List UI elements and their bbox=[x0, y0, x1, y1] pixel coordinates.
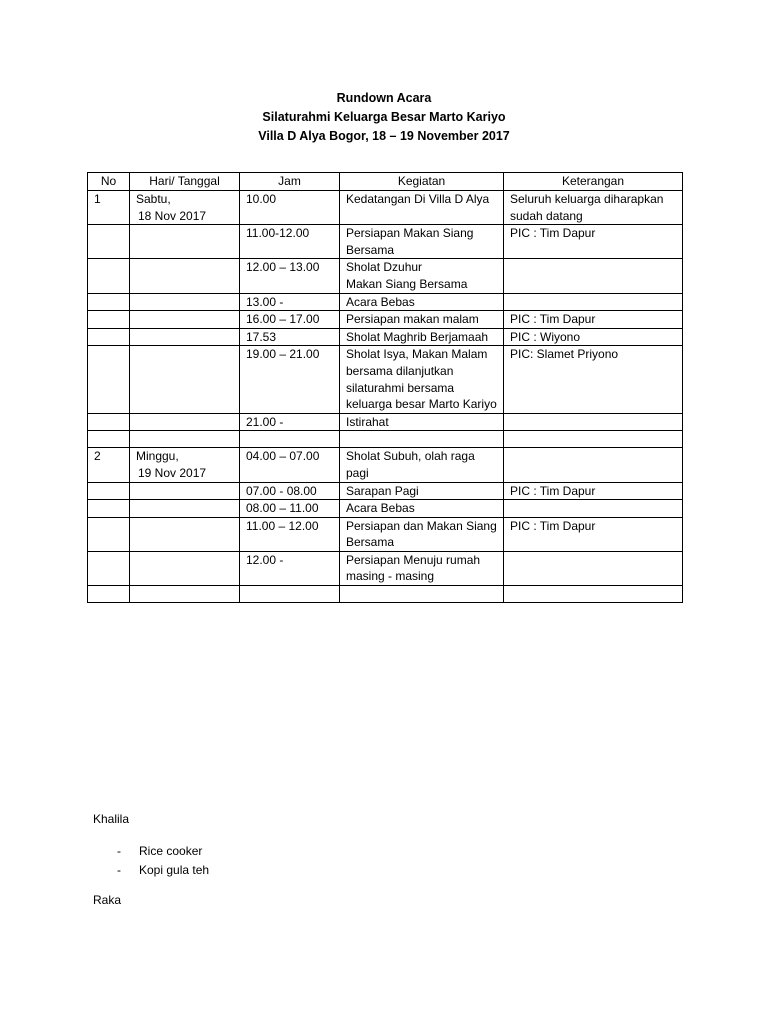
note-name-khalila: Khalila bbox=[93, 812, 130, 826]
list-item bbox=[117, 862, 209, 878]
cell-no bbox=[88, 328, 130, 346]
table-row bbox=[88, 311, 683, 329]
cell-activity: Istirahat bbox=[340, 413, 504, 431]
table-row bbox=[88, 293, 683, 311]
table-row bbox=[88, 346, 683, 413]
cell-time: 16.00 – 17.00 bbox=[240, 311, 340, 329]
cell-time: 19.00 – 21.00 bbox=[240, 346, 340, 413]
cell-activity: Sarapan Pagi bbox=[340, 482, 504, 500]
table-row bbox=[88, 413, 683, 431]
cell-day-date: 19 Nov 2017 bbox=[138, 465, 207, 480]
table-row bbox=[88, 482, 683, 500]
cell-activity: Acara Bebas bbox=[340, 500, 504, 518]
cell-notes bbox=[504, 431, 683, 448]
cell-notes: PIC : Tim Dapur bbox=[504, 225, 683, 259]
document-title: Rundown Acara bbox=[336, 91, 432, 105]
cell-no bbox=[88, 431, 130, 448]
cell-no bbox=[88, 293, 130, 311]
cell-notes: PIC: Slamet Priyono bbox=[504, 346, 683, 413]
cell-time: 12.00 - bbox=[240, 551, 340, 585]
cell-notes bbox=[504, 500, 683, 518]
cell-no bbox=[88, 311, 130, 329]
cell-no bbox=[88, 413, 130, 431]
cell-time: 07.00 - 08.00 bbox=[240, 482, 340, 500]
cell-notes: PIC : Tim Dapur bbox=[504, 517, 683, 551]
cell-no: 1 bbox=[88, 191, 130, 225]
cell-time: 11.00-12.00 bbox=[240, 225, 340, 259]
cell-day bbox=[130, 293, 240, 311]
cell-activity: Sholat Subuh, olah raga pagi bbox=[340, 448, 504, 482]
cell-time bbox=[240, 586, 340, 603]
column-header-notes: Keterangan bbox=[504, 173, 683, 191]
cell-no bbox=[88, 517, 130, 551]
table-row bbox=[88, 551, 683, 585]
column-header-day: Hari/ Tanggal bbox=[130, 173, 240, 191]
cell-time: 12.00 – 13.00 bbox=[240, 259, 340, 293]
cell-day-date: 18 Nov 2017 bbox=[138, 208, 207, 223]
cell-time: 10.00 bbox=[240, 191, 340, 225]
cell-no bbox=[88, 346, 130, 413]
cell-notes: PIC : Tim Dapur bbox=[504, 311, 683, 329]
table-body bbox=[88, 191, 683, 603]
cell-notes bbox=[504, 413, 683, 431]
cell-no bbox=[88, 259, 130, 293]
column-header-no: No bbox=[88, 173, 130, 191]
table-row bbox=[88, 225, 683, 259]
cell-notes bbox=[504, 448, 683, 482]
cell-day bbox=[130, 500, 240, 518]
document-header bbox=[0, 89, 768, 146]
cell-activity: Acara Bebas bbox=[340, 293, 504, 311]
table-row bbox=[88, 586, 683, 603]
cell-time: 04.00 – 07.00 bbox=[240, 448, 340, 482]
cell-time: 13.00 - bbox=[240, 293, 340, 311]
cell-day bbox=[130, 482, 240, 500]
cell-activity: Sholat Maghrib Berjamaah bbox=[340, 328, 504, 346]
cell-activity: Persiapan makan malam bbox=[340, 311, 504, 329]
table-row bbox=[88, 328, 683, 346]
cell-activity bbox=[340, 431, 504, 448]
cell-notes: PIC : Tim Dapur bbox=[504, 482, 683, 500]
cell-day bbox=[130, 311, 240, 329]
document-location-date: Villa D Alya Bogor, 18 – 19 November 2017 bbox=[258, 129, 510, 143]
cell-day bbox=[130, 431, 240, 448]
cell-activity: Kedatangan Di Villa D Alya bbox=[340, 191, 504, 225]
table-row bbox=[88, 431, 683, 448]
cell-no bbox=[88, 500, 130, 518]
cell-activity: Sholat Dzuhur Makan Siang Bersama bbox=[340, 259, 504, 293]
list-item-text: Rice cooker bbox=[139, 844, 203, 858]
table-row bbox=[88, 259, 683, 293]
cell-day bbox=[130, 259, 240, 293]
cell-no bbox=[88, 482, 130, 500]
cell-time: 08.00 – 11.00 bbox=[240, 500, 340, 518]
cell-day-name: Minggu, bbox=[136, 449, 179, 464]
cell-day bbox=[130, 191, 240, 225]
cell-activity: Persiapan dan Makan Siang Bersama bbox=[340, 517, 504, 551]
cell-time bbox=[240, 431, 340, 448]
cell-activity: Persiapan Menuju rumah masing - masing bbox=[340, 551, 504, 585]
column-header-activity: Kegiatan bbox=[340, 173, 504, 191]
table-header-row bbox=[88, 173, 683, 191]
rundown-table bbox=[87, 172, 683, 603]
cell-day bbox=[130, 328, 240, 346]
cell-notes bbox=[504, 551, 683, 585]
cell-activity: Sholat Isya, Makan Malam bersama dilanjutkan silaturahmi bersama keluarga besar Marto Kariyo bbox=[340, 346, 504, 413]
bullet-marker: - bbox=[117, 863, 121, 877]
cell-activity bbox=[340, 586, 504, 603]
note-name-raka: Raka bbox=[93, 893, 122, 907]
cell-time: 11.00 – 12.00 bbox=[240, 517, 340, 551]
table-row bbox=[88, 448, 683, 482]
cell-no: 2 bbox=[88, 448, 130, 482]
cell-day bbox=[130, 517, 240, 551]
cell-notes: Seluruh keluarga diharapkan sudah datang bbox=[504, 191, 683, 225]
table-row bbox=[88, 500, 683, 518]
cell-no bbox=[88, 551, 130, 585]
cell-notes bbox=[504, 586, 683, 603]
table-row bbox=[88, 517, 683, 551]
cell-no bbox=[88, 586, 130, 603]
document-subtitle: Silaturahmi Keluarga Besar Marto Kariyo bbox=[262, 110, 506, 124]
cell-time: 21.00 - bbox=[240, 413, 340, 431]
cell-day bbox=[130, 225, 240, 259]
column-header-time: Jam bbox=[240, 173, 340, 191]
cell-notes bbox=[504, 293, 683, 311]
table-row bbox=[88, 191, 683, 225]
cell-day bbox=[130, 413, 240, 431]
cell-day bbox=[130, 448, 240, 482]
bullet-marker: - bbox=[117, 844, 121, 858]
cell-notes: PIC : Wiyono bbox=[504, 328, 683, 346]
cell-day bbox=[130, 586, 240, 603]
cell-no bbox=[88, 225, 130, 259]
cell-day bbox=[130, 346, 240, 413]
cell-day bbox=[130, 551, 240, 585]
cell-time: 17.53 bbox=[240, 328, 340, 346]
cell-day-name: Sabtu, bbox=[136, 192, 171, 206]
list-item-text: Kopi gula teh bbox=[139, 863, 210, 877]
cell-notes bbox=[504, 259, 683, 293]
list-item bbox=[117, 843, 202, 859]
cell-activity: Persiapan Makan Siang Bersama bbox=[340, 225, 504, 259]
